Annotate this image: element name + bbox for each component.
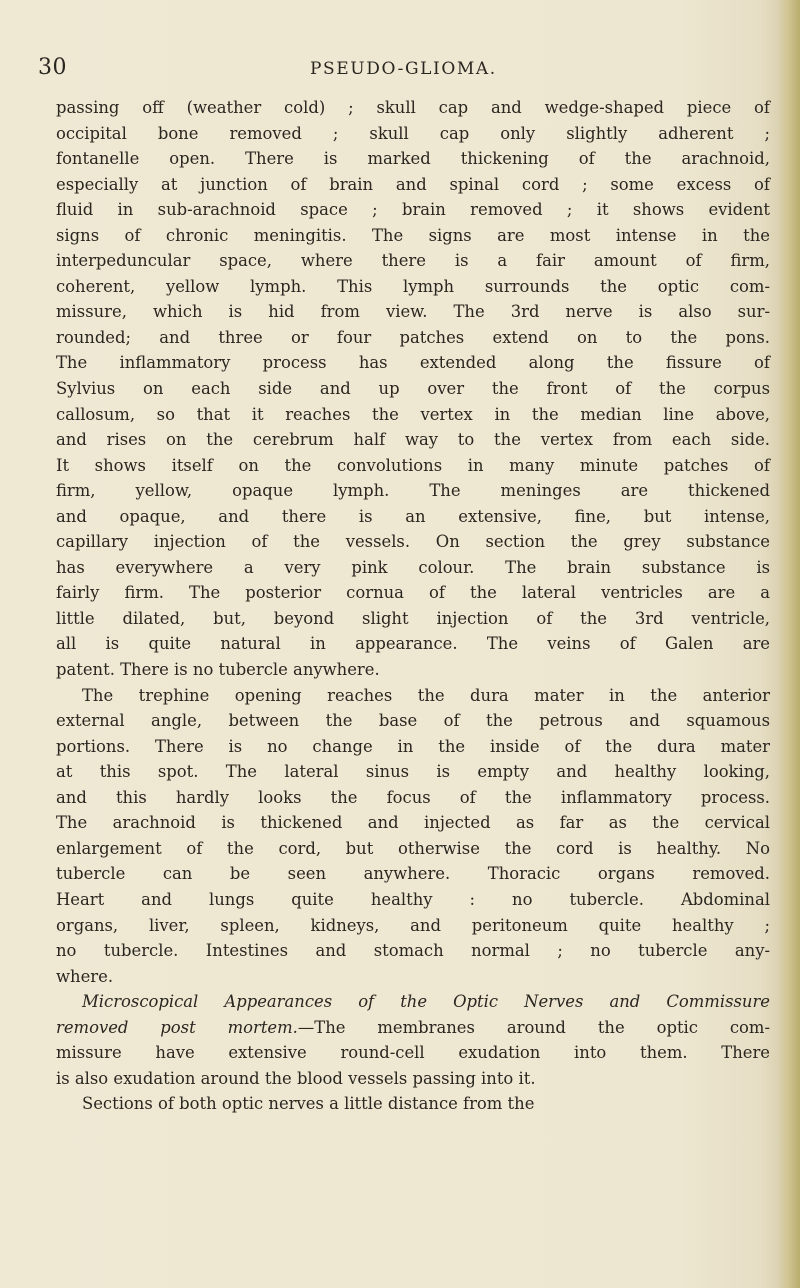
text-line: coherent, yellow lymph. This lymph surrounds the optic com- [56, 276, 770, 296]
text-line: especially at junction of brain and spinal cord ; some excess of [56, 174, 770, 194]
text-line: rounded; and three or four patches extend on to the pons. [56, 327, 770, 347]
text-line: missure have extensive round-cell exudation into them. There [56, 1043, 770, 1063]
text-line: patent. There is no tubercle anywhere. [56, 660, 380, 680]
text-line: It shows itself on the convolutions in many minute patches of [56, 455, 770, 475]
text-line: has everywhere a very pink colour. The brain substance is [56, 557, 770, 577]
text-line: fontanelle open. There is marked thickening of the arachnoid, [56, 149, 770, 169]
text-line: and this hardly looks the focus of the inflammatory process. [56, 787, 770, 807]
text-line: portions. There is no change in the inside of the dura mater [56, 736, 770, 756]
text-line: no tubercle. Intestines and stomach normal ; no tubercle any- [56, 941, 770, 961]
text-line: at this spot. The lateral sinus is empty and healthy looking, [56, 762, 770, 782]
italic-heading: Microscopical Appearances of the Optic Nerves and Commissure [82, 992, 770, 1012]
text-line: missure, which is hid from view. The 3rd nerve is also sur- [56, 302, 770, 322]
text-line: is also exudation around the blood vessels passing into it. [56, 1068, 536, 1088]
page-edge-shadow [778, 0, 800, 1288]
page-number: 30 [38, 55, 67, 80]
text-line: all is quite natural in appearance. The veins of Galen are [56, 634, 770, 654]
body-text [56, 95, 770, 1117]
paragraph [56, 95, 770, 683]
text-line: interpeduncular space, where there is a fair amount of firm, [56, 251, 770, 271]
text-line: signs of chronic meningitis. The signs are most intense in the [56, 225, 770, 245]
text-line: little dilated, but, beyond slight injection of the 3rd ventricle, [56, 608, 770, 628]
text-line: The arachnoid is thickened and injected as far as the cervical [56, 813, 770, 833]
page-header [0, 55, 800, 85]
text-line: organs, liver, spleen, kidneys, and peritoneum quite healthy ; [56, 915, 770, 935]
text-line: tubercle can be seen anywhere. Thoracic organs removed. [56, 864, 770, 884]
text-line: fairly firm. The posterior cornua of the lateral ventricles are a [56, 583, 770, 603]
paragraph [56, 989, 770, 1091]
text-line: occipital bone removed ; skull cap only slightly adherent ; [56, 123, 770, 143]
text-line: Sylvius on each side and up over the front of the corpus [56, 379, 770, 399]
text-line: where. [56, 966, 114, 986]
text-line: external angle, between the base of the petrous and squamous [56, 711, 770, 731]
text-line: and opaque, and there is an extensive, fine, but intense, [56, 506, 770, 526]
text-line: passing off (weather cold) ; skull cap and wedge-shaped piece of [56, 98, 770, 117]
italic-heading: removed post mortem. [56, 1017, 298, 1037]
paragraph [56, 1091, 770, 1117]
text-line: callosum, so that it reaches the vertex in the median line above, [56, 404, 770, 424]
text-line: removed post mortem.—The membranes around the optic com- [56, 1017, 770, 1037]
text-line: Sections of both optic nerves a little distance from the [82, 1094, 535, 1114]
paragraph [56, 683, 770, 990]
text-line: fluid in sub-arachnoid space ; brain removed ; it shows evident [56, 200, 770, 220]
text-line: The inflammatory process has extended along the fissure of [56, 353, 770, 373]
text-line: Heart and lungs quite healthy : no tubercle. Abdominal [56, 889, 770, 909]
text-line: capillary injection of the vessels. On section the grey substance [56, 532, 770, 552]
text-line: firm, yellow, opaque lymph. The meninges are thickened [56, 481, 770, 501]
text-line: enlargement of the cord, but otherwise the cord is healthy. No [56, 838, 770, 858]
text-line: The trephine opening reaches the dura mater in the anterior [82, 685, 770, 705]
text-line [56, 989, 770, 1015]
running-head: PSEUDO-GLIOMA. [310, 59, 497, 79]
text-line: and rises on the cerebrum half way to the vertex from each side. [56, 430, 770, 450]
